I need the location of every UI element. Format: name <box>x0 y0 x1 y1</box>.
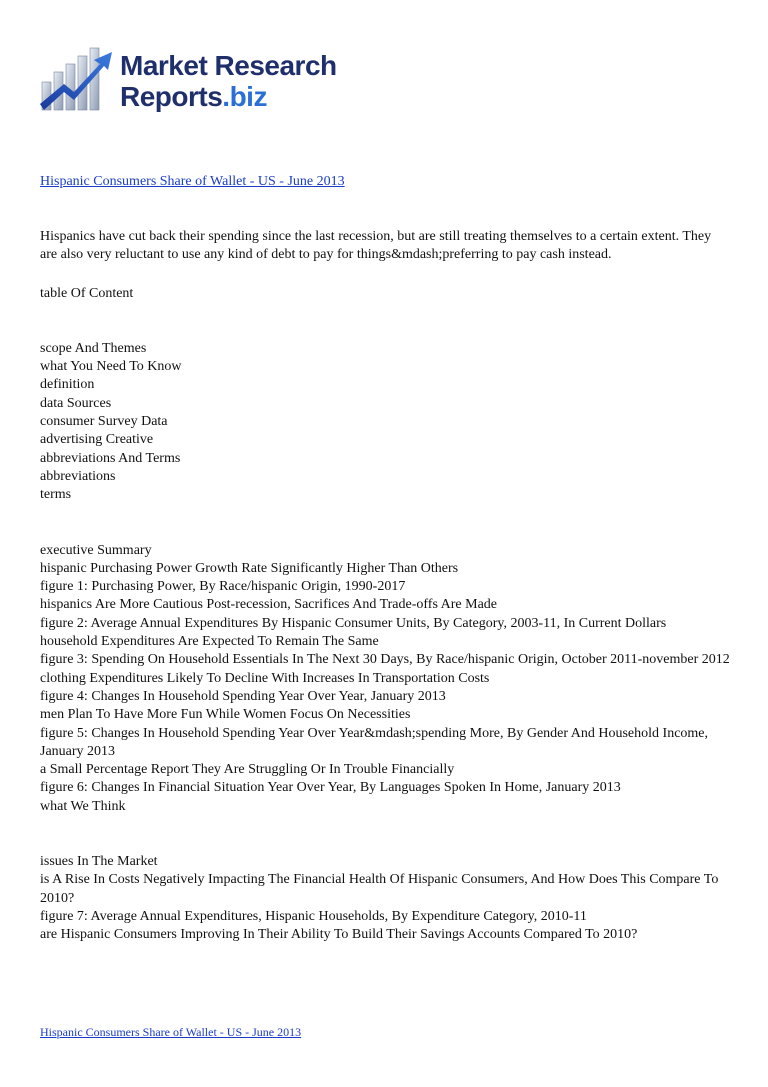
toc-line: men Plan To Have More Fun While Women Focus On Necessities <box>40 707 411 723</box>
toc-line: are Hispanic Consumers Improving In Their Ability To Build Their Savings Accounts Compared To 2010? <box>40 927 638 943</box>
toc-line: issues In The Market <box>40 854 158 870</box>
toc-line: data Sources <box>40 395 112 411</box>
brand-wordmark <box>120 50 337 112</box>
toc-line: abbreviations <box>40 468 116 484</box>
brand-line2 <box>120 82 337 112</box>
brand-line1: Market Research <box>120 50 337 81</box>
toc-line: a Small Percentage Report They Are Struggling Or In Trouble Financially <box>40 762 455 778</box>
toc-line: what We Think <box>40 798 126 814</box>
toc-line: executive Summary <box>40 542 152 558</box>
toc-line: terms <box>40 487 72 503</box>
toc-heading: table Of Content <box>40 285 134 301</box>
toc-line: figure 2: Average Annual Expenditures By Hispanic Consumer Units, By Category, 2003-11, In Current Dollars <box>40 615 667 631</box>
toc-line: figure 6: Changes In Financial Situation Year Over Year, By Languages Spoken In Home, January 2013 <box>40 780 621 796</box>
toc-line: definition <box>40 377 95 393</box>
toc-section-2 <box>40 542 730 816</box>
toc-line: consumer Survey Data <box>40 414 168 430</box>
toc-line: figure 5: Changes In Household Spending Year Over Year&mdash;spending More, By Gender And Household Income, January 2013 <box>40 725 709 759</box>
report-body <box>40 228 730 945</box>
toc-line: figure 3: Spending On Household Essentials In The Next 30 Days, By Race/hispanic Origin, October 2011-november 2012 <box>40 652 730 668</box>
toc-line: hispanic Purchasing Power Growth Rate Significantly Higher Than Others <box>40 560 459 576</box>
toc-line: abbreviations And Terms <box>40 450 181 466</box>
toc-line: hispanics Are More Cautious Post-recession, Sacrifices And Trade-offs Are Made <box>40 597 497 613</box>
toc-line: household Expenditures Are Expected To Remain The Same <box>40 634 379 650</box>
toc-section-1 <box>40 340 730 505</box>
toc-line: advertising Creative <box>40 432 154 448</box>
footer-title-link[interactable]: Hispanic Consumers Share of Wallet - US - June 2013 <box>40 1025 302 1039</box>
toc-line: figure 7: Average Annual Expenditures, Hispanic Households, By Expenditure Category, 2010-11 <box>40 908 587 924</box>
brand-line2-prefix: Reports <box>120 81 223 112</box>
intro-paragraph: Hispanics have cut back their spending since the last recession, but are still treating themselves to a certain extent. They are also very reluctant to use any kind of debt to pay for things&mdash;preferring to pay cash instead. <box>40 229 712 263</box>
toc-line: figure 4: Changes In Household Spending Year Over Year, January 2013 <box>40 688 446 704</box>
toc-line: what You Need To Know <box>40 359 182 375</box>
toc-line: figure 1: Purchasing Power, By Race/hispanic Origin, 1990-2017 <box>40 579 406 595</box>
toc-line: scope And Themes <box>40 340 147 356</box>
toc-line: clothing Expenditures Likely To Decline With Increases In Transportation Costs <box>40 670 490 686</box>
toc-line: is A Rise In Costs Negatively Impacting The Financial Health Of Hispanic Consumers, And How Does This Compare To 2010? <box>40 872 719 906</box>
brand-line2-suffix: .biz <box>222 81 267 112</box>
report-title-link[interactable]: Hispanic Consumers Share of Wallet - US - June 2013 <box>40 174 345 189</box>
bar-chart-arrow-icon <box>38 38 118 118</box>
brand-logo <box>38 38 338 118</box>
toc-section-3 <box>40 853 730 944</box>
